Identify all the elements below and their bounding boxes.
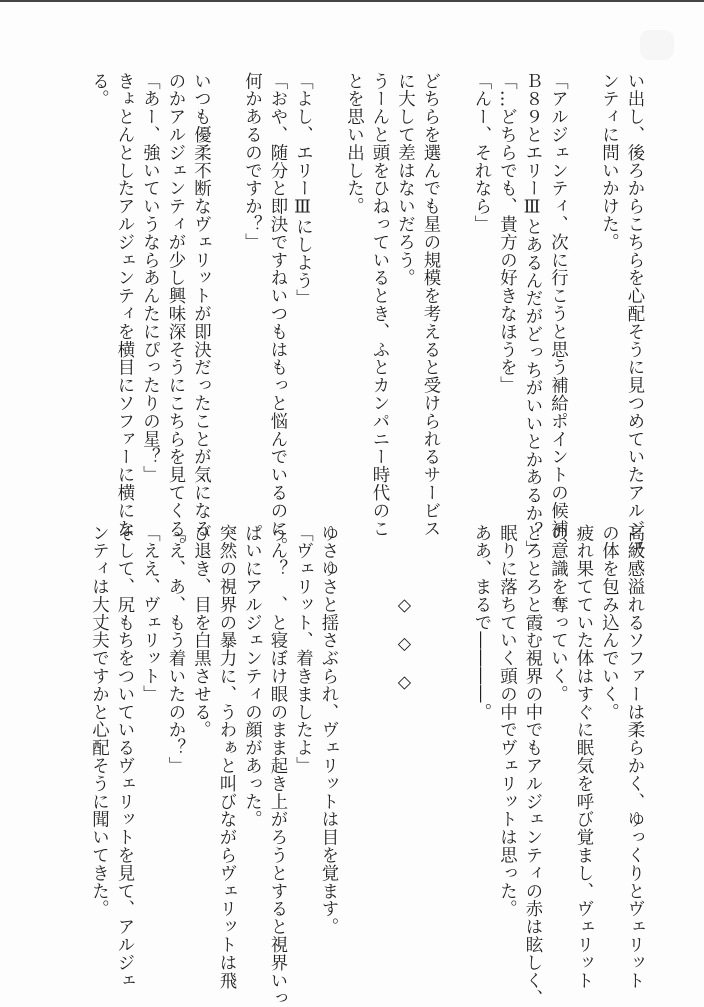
bottom-block-line: の意識を奪っていく。 xyxy=(547,524,568,703)
top-block-line: る。 xyxy=(88,72,109,108)
bottom-block-line: ああ、まるで――――。 xyxy=(471,524,491,721)
top-block-line: きょとんとしたアルジェンティを横目にソファーに横にな xyxy=(114,72,134,538)
top-block-line: い出し、後ろからこちらを心配そうに見つめていたアルジェ xyxy=(624,72,644,556)
bottom-block-line: び退き、目を白黒させる。 xyxy=(190,524,211,739)
page-corner-mark xyxy=(640,30,674,60)
top-text-block xyxy=(86,72,646,558)
bottom-block-line: 「ヴェリット、着きましたよ」 xyxy=(292,524,313,775)
bottom-block-line xyxy=(366,524,392,914)
bottom-block-line: の体を包み込んでいく。 xyxy=(598,524,619,721)
top-block-line: 「よし、エリーⅢにしよう」 xyxy=(292,72,313,308)
top-block-line: 「アルジェンティ、次に行こうと思う補給ポイントの候補、 xyxy=(547,72,568,556)
bottom-block-line: 疲れ果てていた体はすぐに眠気を呼び覚まし、ヴェリット xyxy=(573,524,593,990)
bottom-block-line xyxy=(442,524,468,914)
top-block-line: うーんと頭をひねっているとき、ふとカンパニー時代のこ xyxy=(369,72,389,538)
top-block-line xyxy=(213,72,239,502)
top-block-line: とを思い出した。 xyxy=(343,72,364,216)
top-block-line: ンティに問いかけた。 xyxy=(598,72,619,251)
top-block-line: どちらを選んでも星の規模を考えると受けられるサービス xyxy=(420,72,440,538)
top-block-line: Ｂ８９とエリーⅢとあるんだがどっちがいいとかあるか？」 xyxy=(522,72,542,558)
top-block-line: 「あー、強いていうならあんたにぴったりの星？」 xyxy=(139,72,160,484)
bottom-block-line: 「え、あ、もう着いたのか？」 xyxy=(165,524,185,775)
bottom-block-line: ◇ ◇ ◇ xyxy=(394,524,415,693)
top-block-line: のかアルジェンティが少し興味深そうにこちらを見てくる。 xyxy=(165,72,185,556)
bottom-block-line: 突然の視界の暴力に、うわぁと叫びながらヴェリットは飛 xyxy=(216,524,236,990)
top-block-line: 「んー、それなら」 xyxy=(471,72,491,234)
page-top-rule xyxy=(0,0,704,2)
bottom-block-line xyxy=(417,524,443,914)
top-block-line: 何かあるのですか？」 xyxy=(241,72,262,251)
bottom-block-line: 高級感溢れるソファーは柔らかく、ゆっくりとヴェリット xyxy=(624,524,644,990)
bottom-block-line: 眠りに落ちていく頭の中でヴェリットは思った。 xyxy=(496,524,517,918)
bottom-block-line: ぱいにアルジェンティの顔があった。 xyxy=(241,524,262,829)
bottom-block-line xyxy=(340,524,366,914)
top-block-line: 「…どちらでも、貴方の好きなほうを」 xyxy=(496,72,517,395)
bottom-block-line: 「ええ、ヴェリット」 xyxy=(139,524,160,703)
top-block-line: いつも優柔不断なヴェリットが即決だったことが気になる xyxy=(190,72,211,538)
bottom-block-line: ンティは大丈夫ですかと心配そうに聞いてきた。 xyxy=(88,524,109,918)
top-block-line xyxy=(315,72,341,502)
bottom-block-line: ゆさゆさと揺さぶられ、ヴェリットは目を覚ます。 xyxy=(318,524,338,936)
bottom-block-line: そして、尻もちをついているヴェリットを見て、アルジェ xyxy=(114,524,134,990)
top-block-line: 「おや、随分と即決ですねいつもはもっと悩んでいるのに。 xyxy=(267,72,287,556)
top-block-line xyxy=(442,72,468,502)
top-block-line xyxy=(570,72,596,502)
top-block-line: に大して差はないだろう。 xyxy=(394,72,415,287)
bottom-block-line: うん？ 、と寝ぼけ眼のまま起き上がろうとすると視界いっ xyxy=(267,524,287,1007)
bottom-block-line: とろとろと霞む視界の中でもアルジェンティの赤は眩しく、 xyxy=(522,524,542,1007)
bottom-text-block xyxy=(86,524,646,1007)
